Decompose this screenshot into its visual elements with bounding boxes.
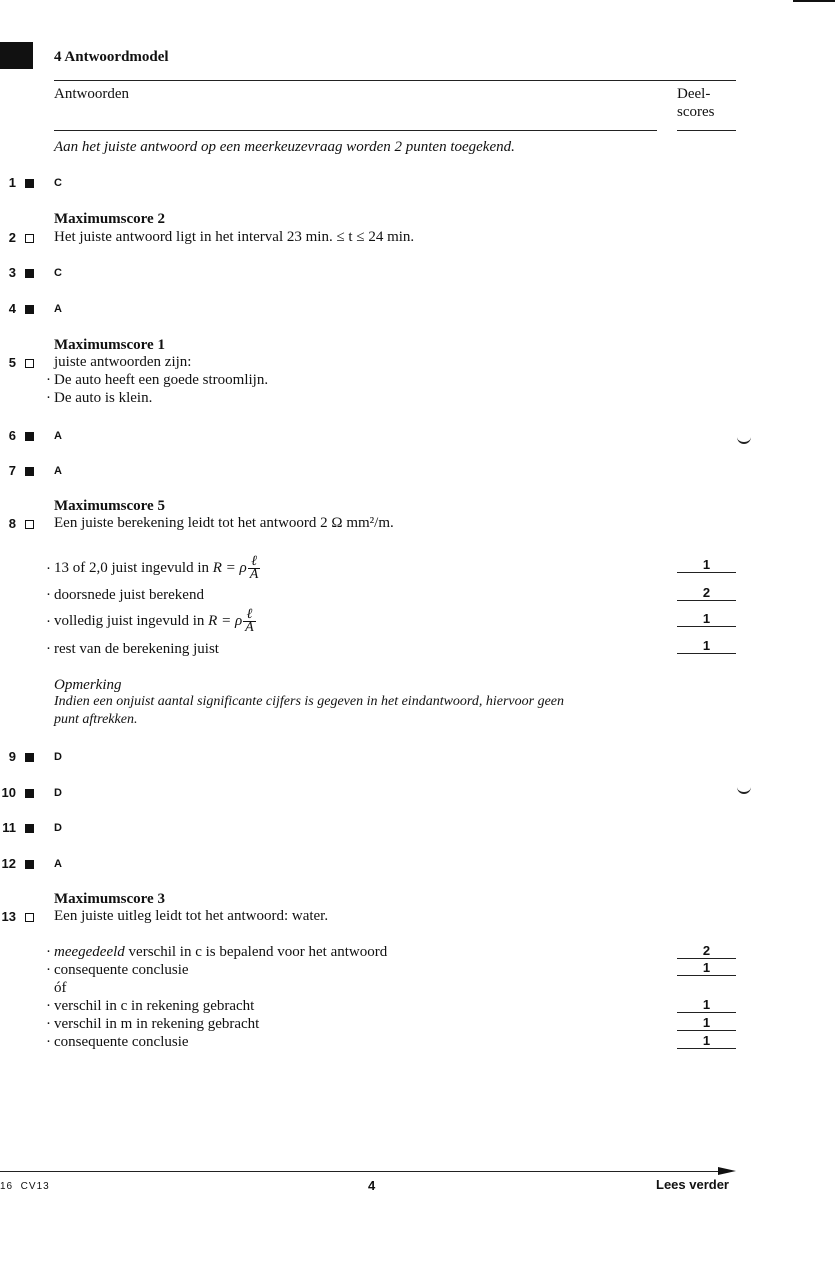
bullet: · [46, 561, 51, 577]
mc-marker [25, 860, 34, 869]
next-page-label: Lees verder [656, 1177, 729, 1192]
bullet: · [46, 962, 51, 978]
remark-title: Opmerking [54, 677, 122, 693]
answer-text: Een juiste berekening leidt tot het antwoord 2 Ω mm²/m. [54, 515, 394, 531]
section-title: 4 Antwoordmodel [54, 49, 169, 65]
mc-answer: C [54, 177, 62, 189]
mc-marker [25, 789, 34, 798]
mc-answer: A [54, 858, 62, 870]
answer-text: Het juiste antwoord ligt in het interval 23 min. ≤ t ≤ 24 min. [54, 229, 415, 245]
bullet: · [46, 614, 51, 630]
question-number: 12 [1, 856, 16, 871]
score-item-text: consequente conclusie [54, 1034, 189, 1050]
open-question-marker [25, 520, 34, 529]
col-scores-heading-1: Deel- [677, 86, 711, 102]
fraction-denominator: A [245, 620, 254, 636]
mc-marker [25, 269, 34, 278]
question-number: 11 [2, 820, 16, 835]
answer-item: De auto is klein. [54, 390, 153, 406]
question-number: 9 [8, 749, 16, 764]
score-item-text: 13 of 2,0 juist ingevuld in [54, 560, 209, 576]
maxscore-label: Maximumscore 5 [54, 498, 165, 514]
partial-score: 1 [677, 611, 736, 627]
alternative-separator: óf [54, 980, 67, 996]
mc-marker [25, 432, 34, 441]
remark-text: punt aftrekken. [54, 712, 138, 727]
emphasis: meegedeeld [54, 944, 125, 960]
mc-marker [25, 824, 34, 833]
score-item-text: verschil in c is bepalend voor het antwoord [124, 944, 388, 960]
score-item-text: consequente conclusie [54, 962, 189, 978]
remark-text: Indien een onjuist aantal significante cijfers is gegeven in het eindantwoord, hiervoor geen [54, 694, 564, 709]
mc-marker [25, 467, 34, 476]
question-number: 13 [1, 909, 16, 924]
partial-score: 2 [677, 585, 736, 601]
fraction [243, 609, 256, 634]
question-number: 3 [8, 265, 16, 280]
score-item-text: rest van de berekening juist [54, 641, 219, 657]
answer-text: juiste antwoorden zijn: [54, 354, 192, 370]
page-number: 4 [368, 1178, 376, 1193]
question-number: 8 [8, 516, 16, 531]
partial-score: 1 [677, 1015, 736, 1031]
intro-text: Aan het juiste antwoord op een meerkeuzevraag worden 2 punten toegekend. [54, 139, 515, 155]
maxscore-label: Maximumscore 1 [54, 337, 165, 353]
score-item [54, 943, 387, 961]
check-mark-icon [737, 434, 751, 444]
answer-text: Een juiste uitleg leidt tot het antwoord: water. [54, 908, 329, 924]
col-scores-heading-2: scores [677, 104, 715, 120]
bullet: · [46, 998, 51, 1014]
mc-answer: D [54, 822, 62, 834]
mc-answer: A [54, 465, 62, 477]
score-item [54, 548, 260, 588]
exam-code: 16 CV13 [0, 1181, 50, 1192]
partial-score: 1 [677, 638, 736, 654]
mc-marker [25, 753, 34, 762]
mc-marker [25, 305, 34, 314]
footer-rule [0, 1171, 725, 1172]
answer-item: De auto heeft een goede stroomlijn. [54, 372, 269, 388]
col-answers-heading: Antwoorden [54, 86, 129, 102]
question-number: 5 [8, 355, 16, 370]
header-rule-left [54, 130, 657, 131]
score-item-text: verschil in m in rekening gebracht [54, 1016, 260, 1032]
page-corner-line [793, 0, 835, 2]
bullet: · [46, 372, 51, 388]
header-rule-top [54, 80, 736, 81]
score-item-text: verschil in c in rekening gebracht [54, 998, 255, 1014]
score-item [54, 601, 256, 641]
check-mark-icon [737, 784, 751, 794]
question-number: 1 [8, 175, 16, 190]
partial-score: 1 [677, 1033, 736, 1049]
mc-answer: D [54, 751, 62, 763]
score-item-text: volledig juist ingevuld in [54, 613, 205, 629]
partial-score: 1 [677, 557, 736, 573]
maxscore-label: Maximumscore 2 [54, 211, 165, 227]
section-marker [0, 42, 33, 69]
formula: R = ρ [212, 560, 247, 576]
formula: R = ρ [208, 613, 243, 629]
bullet: · [46, 587, 51, 603]
mc-answer: A [54, 303, 62, 315]
mc-answer: C [54, 267, 62, 279]
question-number: 4 [8, 301, 16, 316]
maxscore-label: Maximumscore 3 [54, 891, 165, 907]
open-question-marker [25, 234, 34, 243]
partial-score: 2 [677, 943, 736, 959]
open-question-marker [25, 359, 34, 368]
question-number: 6 [8, 428, 16, 443]
bullet: · [46, 641, 51, 657]
mc-answer: D [54, 787, 62, 799]
bullet: · [46, 944, 51, 960]
score-item-text: doorsnede juist berekend [54, 587, 204, 603]
arrow-right-icon [718, 1164, 736, 1178]
partial-score: 1 [677, 997, 736, 1013]
question-number: 7 [8, 463, 16, 478]
fraction [248, 556, 261, 581]
mc-marker [25, 179, 34, 188]
mc-answer: A [54, 430, 62, 442]
bullet: · [46, 1016, 51, 1032]
fraction-denominator: A [249, 567, 259, 583]
fraction-numerator: ℓ [248, 556, 261, 569]
question-number: 10 [1, 785, 16, 800]
fraction-numerator: ℓ [243, 609, 256, 622]
open-question-marker [25, 913, 34, 922]
bullet: · [46, 1034, 51, 1050]
question-number: 2 [8, 230, 16, 245]
header-rule-right [677, 130, 736, 131]
bullet: · [46, 390, 51, 406]
partial-score: 1 [677, 960, 736, 976]
